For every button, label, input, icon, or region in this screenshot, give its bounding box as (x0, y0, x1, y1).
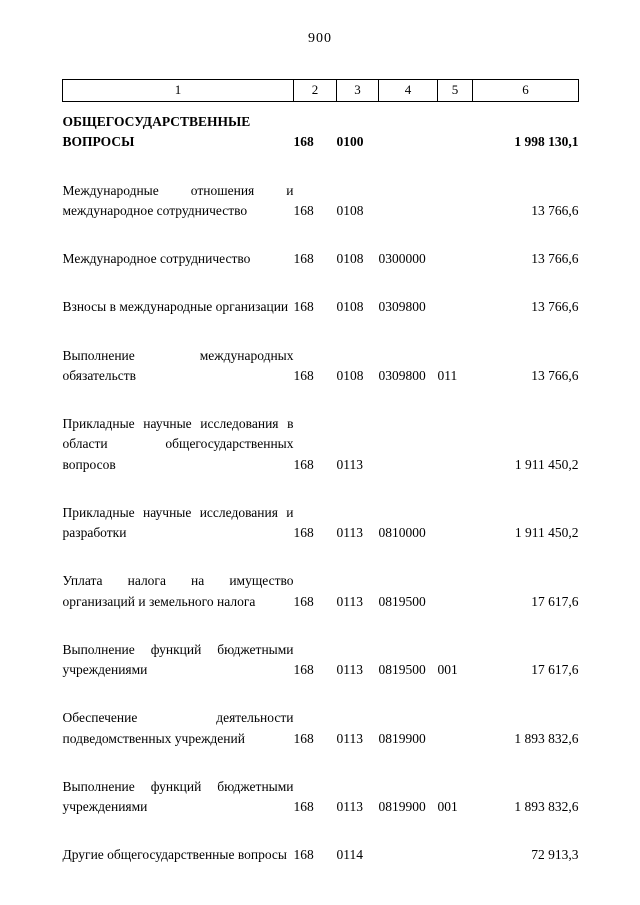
row-section-cell: 0113 (336, 456, 363, 472)
row-chapter-cell: 168 (293, 134, 314, 150)
row-section-cell: 0113 (336, 593, 363, 609)
table-row (63, 249, 579, 297)
row-type-cell (438, 571, 473, 640)
table-row (63, 297, 579, 345)
row-section-cell: 0108 (336, 202, 364, 218)
row-amount-cell: 1 911 450,2 (514, 456, 579, 472)
row-name-cell: Выполнение функций бюджетными учреждениями (62, 778, 294, 814)
table-row (63, 845, 579, 893)
row-name-cell: Уплата налога на имущество организаций и земельного налога (62, 573, 294, 609)
row-chapter-cell: 168 (293, 662, 314, 677)
row-program-cell (379, 845, 438, 893)
row-chapter-cell: 168 (293, 847, 314, 863)
row-program-cell: 0810000 (378, 525, 426, 540)
row-amount-cell: 72 913,3 (531, 847, 579, 863)
header-col-6: 6 (473, 80, 579, 102)
row-amount-cell: 17 617,6 (531, 662, 579, 677)
row-amount-cell: 1 893 832,6 (514, 730, 579, 746)
row-name-cell: Обеспечение деятельности подведомственных учреждений (62, 710, 294, 746)
row-section-cell: 0113 (336, 662, 363, 677)
table-row (63, 571, 579, 640)
row-chapter-cell: 168 (293, 456, 314, 472)
row-program-cell (379, 102, 438, 181)
row-amount-cell: 1 893 832,6 (514, 799, 579, 814)
row-program-cell (379, 414, 438, 503)
row-type-cell (438, 102, 473, 181)
row-amount-cell: 13 766,6 (531, 299, 579, 315)
row-chapter-cell: 168 (293, 799, 314, 814)
header-col-3: 3 (337, 80, 379, 102)
row-name-cell: Другие общегосударственные вопросы (62, 847, 287, 863)
row-name-cell: ОБЩЕГОСУДАРСТВЕННЫЕ ВОПРОСЫ (62, 114, 251, 150)
row-program-cell: 0819900 (378, 799, 426, 814)
table-row (63, 102, 579, 181)
row-name-cell: Взносы в международные организации (62, 299, 289, 315)
row-type-cell: 001 (437, 662, 458, 677)
row-chapter-cell: 168 (293, 593, 314, 609)
row-type-cell: 011 (437, 367, 458, 383)
row-name-cell: Прикладные научные исследования и разработки (62, 504, 294, 540)
row-chapter-cell: 168 (293, 730, 314, 746)
row-program-cell: 0819500 (378, 593, 426, 609)
row-section-cell: 0113 (336, 799, 363, 814)
table-row (63, 414, 579, 503)
table-row (63, 708, 579, 777)
row-name-cell: Выполнение международных обязательств (62, 347, 294, 383)
table-row (63, 181, 579, 250)
header-col-5: 5 (438, 80, 473, 102)
row-amount-cell: 13 766,6 (531, 202, 579, 218)
row-name-cell: Выполнение функций бюджетными учреждениями (62, 641, 294, 677)
row-chapter-cell: 168 (293, 251, 314, 266)
row-program-cell (379, 181, 438, 250)
row-chapter-cell: 168 (293, 525, 314, 540)
row-name-cell: Прикладные научные исследования в области общегосударственных вопросов (62, 416, 294, 472)
table-header-row (63, 80, 579, 102)
row-section-cell: 0113 (336, 525, 363, 540)
budget-table (62, 79, 579, 894)
row-chapter-cell: 168 (293, 367, 314, 383)
row-type-cell (438, 414, 473, 503)
row-type-cell (438, 708, 473, 777)
table-row (63, 777, 579, 846)
table-row (63, 503, 579, 572)
page-number: 900 (308, 31, 332, 46)
row-amount-cell: 17 617,6 (531, 593, 579, 609)
row-amount-cell: 13 766,6 (531, 251, 579, 266)
row-section-cell: 0108 (336, 367, 364, 383)
header-col-4: 4 (379, 80, 438, 102)
row-section-cell: 0108 (336, 251, 364, 266)
row-program-cell: 0309800 (378, 299, 426, 315)
row-chapter-cell: 168 (293, 202, 314, 218)
row-type-cell (438, 297, 473, 345)
row-program-cell: 0819900 (378, 730, 426, 746)
row-name-cell: Международные отношения и международное сотрудничество (62, 182, 294, 218)
row-type-cell (438, 845, 473, 893)
row-chapter-cell: 168 (293, 299, 314, 315)
row-name-cell: Международное сотрудничество (62, 251, 251, 266)
row-section-cell: 0114 (336, 847, 363, 863)
table-row (63, 346, 579, 415)
table-row (63, 640, 579, 709)
table-body (63, 102, 579, 894)
row-amount-cell: 1 911 450,2 (514, 525, 579, 540)
row-program-cell: 0300000 (378, 251, 426, 266)
row-type-cell (438, 249, 473, 297)
row-program-cell: 0819500 (378, 662, 426, 677)
row-section-cell: 0113 (336, 730, 363, 746)
header-col-2: 2 (294, 80, 337, 102)
row-section-cell: 0100 (336, 134, 364, 150)
row-program-cell: 0309800 (378, 367, 426, 383)
row-type-cell (438, 503, 473, 572)
header-col-1: 1 (63, 80, 294, 102)
row-section-cell: 0108 (336, 299, 364, 315)
row-amount-cell: 13 766,6 (531, 367, 579, 383)
row-type-cell (438, 181, 473, 250)
row-amount-cell: 1 998 130,1 (514, 134, 579, 150)
row-type-cell: 001 (437, 799, 458, 814)
